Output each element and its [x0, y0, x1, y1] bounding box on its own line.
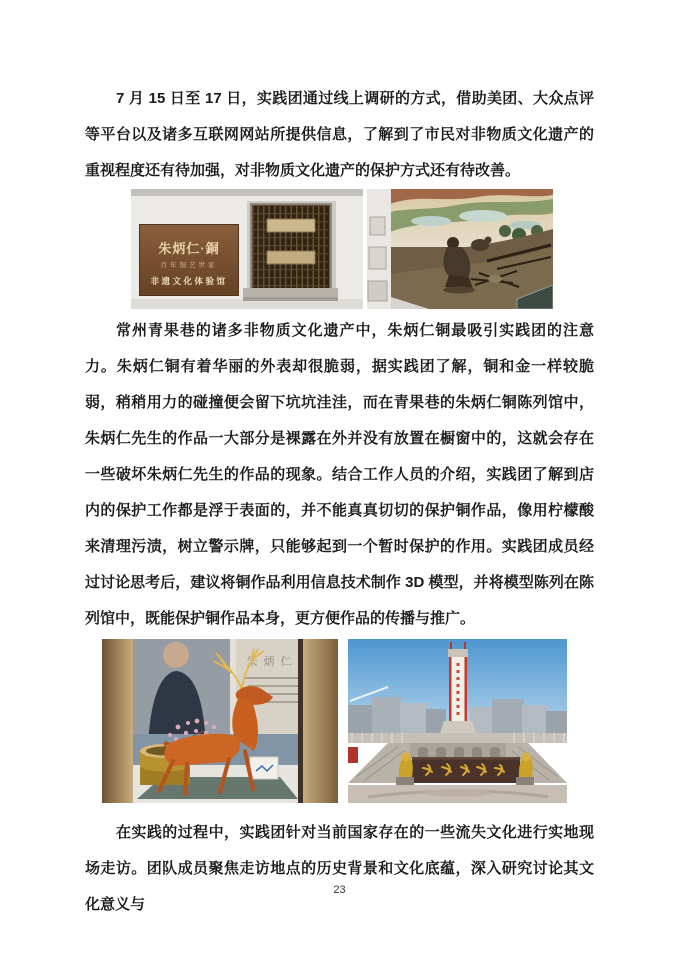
photo-deer-sculpture [102, 639, 338, 803]
right-wood-pillar [302, 639, 338, 803]
plaque-subtitle: 百年铜艺世家 [160, 262, 218, 269]
photo-museum-diorama [367, 189, 553, 309]
red-storefront [348, 747, 358, 763]
wall-label: 朱炳仁 [246, 656, 298, 668]
paragraph-1: 7 月 15 日至 17 日，实践团通过线上调研的方式，借助美团、大众点评等平台以及诸多互联网网站所提供信息，了解到了市民对非物质文化遗产的重视程度还有待加强，对非物质文化遗产的保护方式还有待改善。 [85, 90, 594, 179]
photo-row-1 [131, 189, 553, 309]
inscription-wall [412, 757, 520, 783]
page-number: 23 [333, 884, 346, 896]
paragraph-2: 常州青果巷的诸多非物质文化遗产中，朱炳仁铜最吸引实践团的注意力。朱炳仁铜有着华丽的外表却很脆弱，据实践团了解，铜和金一样较脆弱，稍稍用力的碰撞便会留下坑坑洼洼，而在青果巷的朱炳仁铜陈列馆中，朱炳仁先生的作品一大部分是裸露在外并没有放置在橱窗中的，这就会存在一些破坏朱炳仁先生的作品的现象。结合工作人员的介绍，实践团了解到店内的保护工作都是浮于表面的，并不能真真切切的保护铜作品，像用柠檬酸来清理污渍，树立警示牌，只能够起到一个暂时保护的作用。实践团成员经过讨论思考后，建议将铜作品利用信息技术制作 3D 模型，并将模型陈列在陈列馆中，既能保护铜作品本身，更方便作品的传播与推广。 [85, 322, 594, 627]
photo-row-2 [102, 639, 567, 803]
lattice-window [243, 201, 338, 301]
plaque-title: 朱炳仁·銅 [158, 241, 220, 256]
paragraph-3: 在实践的过程中，实践团针对当前国家存在的一些流失文化进行实地现场走访。团队成员聚焦走访地点的历史背景和文化底蕴，深入研究讨论其文化意义与 [85, 824, 594, 913]
left-wood-pillar [102, 639, 133, 803]
plaque-caption: 非遗文化体验馆 [150, 276, 228, 286]
photo-museum-plaque [131, 189, 363, 309]
portrait-photo [133, 639, 236, 747]
photo-monument-plaza [348, 639, 567, 803]
bronze-plaque [139, 224, 239, 296]
